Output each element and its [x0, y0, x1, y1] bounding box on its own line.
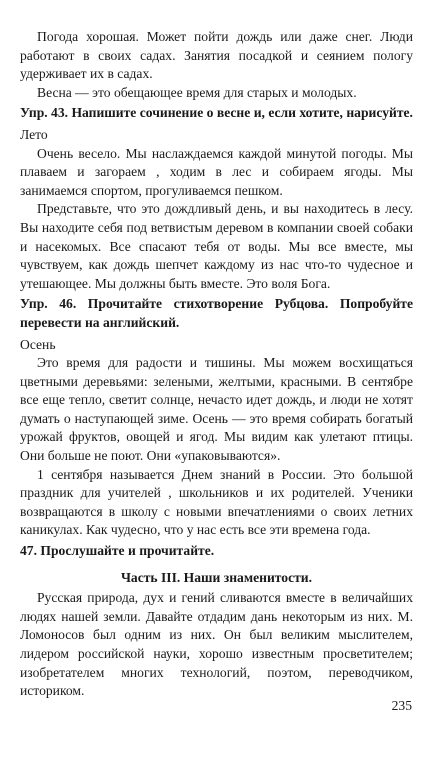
exercise-46-heading: Упр. 46. Прочитайте стихотворение Рубцова. Попробуйте перевести на английский.	[20, 296, 413, 330]
part-3-heading: Часть III. Наши знаменитости.	[120, 569, 313, 585]
page-number: 235	[391, 698, 412, 713]
paragraph-spring-work: Погода хорошая. Может пойти дождь или даже снег. Люди работают в своих садах. Занятия посадкой и сеянием пологу удерживает их в садах.	[20, 29, 413, 82]
exercise-47-heading: 47. Прослушайте и прочитайте.	[20, 543, 215, 559]
paragraph-spring-promise: Весна — это обещающее время для старых и молодых.	[37, 84, 357, 100]
paragraph-autumn: Это время для радости и тишины. Мы можем восхищаться цветными деревьями: зелеными, желтыми, красными. В сентябре все еще тепло, светит солнце, нечасто идет дождь, и люди не хотят думать о наступающей зиме. Осень — это время собирать богатый урожай фруктов, овощей и ягод. Мы видим как улетают птицы. Они больше не поют. Они «упаковываются».	[20, 355, 413, 464]
autumn-subtitle: Осень	[20, 336, 56, 352]
paragraph-summer-fun: Очень весело. Мы наслаждаемся каждой минутой погоды. Мы плаваем и загораем , ходим в лес и собираем ягоды. Мы занимаемся спортом, прогуливаемся пешком.	[20, 145, 413, 198]
exercise-43-heading: Упр. 43. Напишите сочинение о весне и, если хотите, нарисуйте.	[20, 105, 413, 121]
paragraph-rainy-day: Представьте, что это дождливый день, и вы находитесь в лесу. Вы находите себя под ветвистым деревом в компании своей собаки и насекомых. Все спасают тебя от воды. Мы все вместе, мы чувствуем, как дождь шепчет каждому из нас что-то чудесное и утешающее. Мы должны быть вместе. Это воля Бога.	[20, 201, 413, 291]
paragraph-knowledge-day: 1 сентября называется Днем знаний в России. Это большой праздник для учителей , школьников и их родителей. Ученики возвращаются в школу с новыми впечатлениями о своих летних каникулах. Как чудесно, что у нас есть все эти времена года.	[20, 466, 413, 538]
paragraph-lomonosov: Русская природа, дух и гений сливаются вместе в величайших людях нашей земли. Давайте отдадим дань некоторым из них. М. Ломоносов был одним из них. Он был великим мыслителем, лидером российской науки, хорошо известным просветителем; изобретателем многих технологий, поэтом, переводчиком, историком.	[20, 590, 413, 699]
summer-subtitle: Лето	[20, 126, 48, 142]
